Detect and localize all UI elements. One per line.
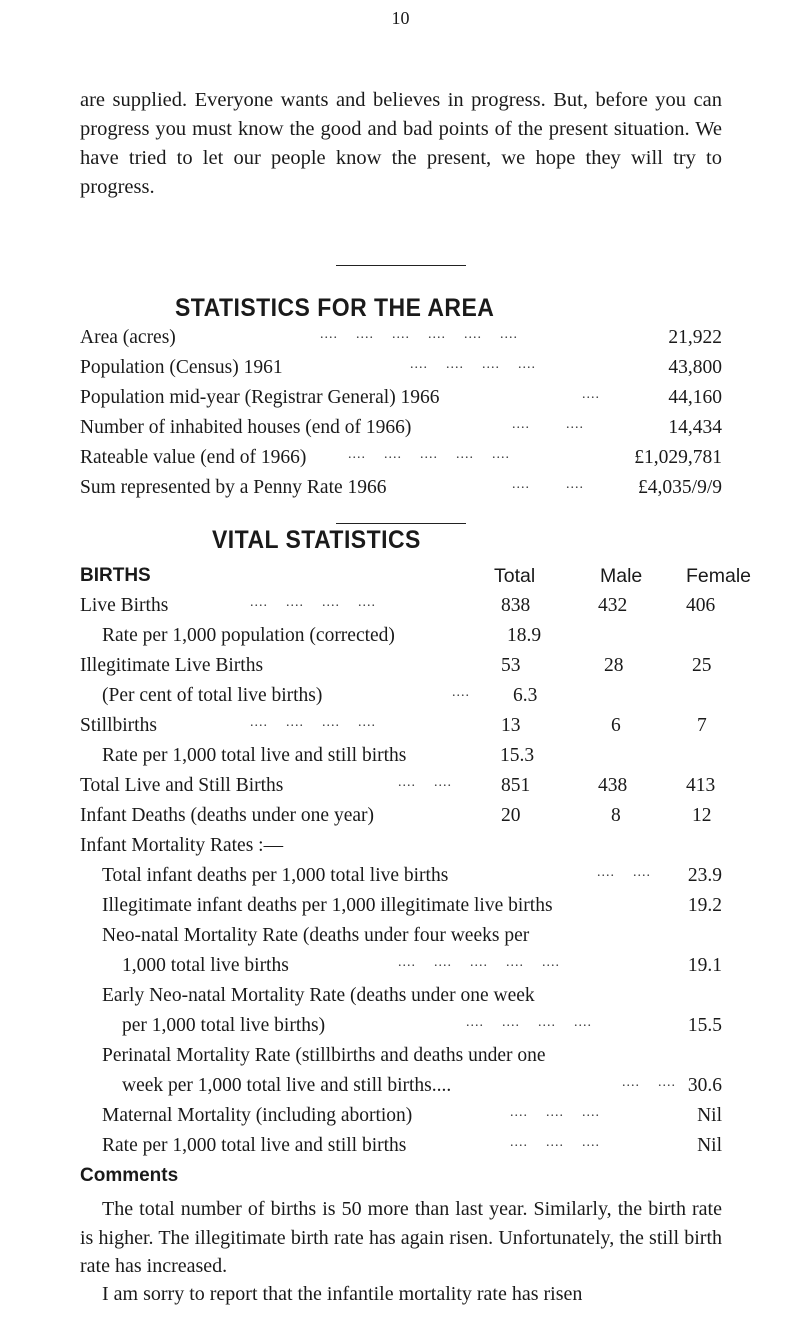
table-row bbox=[80, 805, 722, 835]
table-row bbox=[80, 625, 722, 655]
row-label: Total Live and Still Births bbox=[80, 775, 284, 796]
leader-dots: .... .... .... .... bbox=[466, 1015, 592, 1030]
leader-dots: .... .... bbox=[597, 865, 651, 880]
mortality-value: 23.9 bbox=[687, 865, 722, 886]
cell-female: 7 bbox=[697, 715, 707, 736]
mortality-item bbox=[80, 1105, 722, 1135]
mortality-label: Early Neo-natal Mortality Rate (deaths under one week bbox=[102, 985, 535, 1006]
table-row bbox=[80, 715, 722, 745]
table-row bbox=[80, 745, 722, 775]
leader-dots: .... .... bbox=[398, 775, 452, 790]
area-row-label: Number of inhabited houses (end of 1966) bbox=[80, 417, 412, 438]
cell-male: 28 bbox=[604, 655, 624, 676]
mortality-item-cont bbox=[80, 1015, 722, 1045]
divider-1 bbox=[336, 265, 466, 266]
mortality-value: Nil bbox=[697, 1105, 722, 1126]
mortality-value: 30.6 bbox=[687, 1075, 722, 1096]
mortality-item bbox=[80, 1045, 722, 1075]
intro-paragraph: are supplied. Everyone wants and believes in progress. But, before you can progress you must know the good and bad points of the present situation. We have tried to let our people know the present, we hope they will try to progress. bbox=[80, 89, 722, 198]
area-row-label: Area (acres) bbox=[80, 327, 176, 348]
area-row-label: Rateable value (end of 1966) bbox=[80, 447, 307, 468]
leader-dots: .... .... .... .... .... .... bbox=[320, 327, 518, 342]
mortality-item-cont bbox=[80, 955, 722, 985]
leader-dots: .... bbox=[452, 685, 470, 700]
area-row-value: £4,035/9/9 bbox=[638, 477, 722, 498]
table-row bbox=[80, 595, 722, 625]
mortality-label-cont: 1,000 total live births bbox=[122, 955, 289, 976]
cell-total: 851 bbox=[501, 775, 531, 796]
mortality-value: Nil bbox=[697, 1135, 722, 1156]
area-row-value: 43,800 bbox=[668, 357, 722, 378]
cell-male: 438 bbox=[598, 775, 628, 796]
vital-heading: VITAL STATISTICS bbox=[212, 526, 421, 554]
births-header-row bbox=[80, 565, 752, 595]
cell-total: 15.3 bbox=[500, 745, 535, 766]
cell-female: 406 bbox=[686, 595, 716, 616]
comments-paragraph-2: I am sorry to report that the infantile mortality rate has risen bbox=[102, 1283, 583, 1305]
mortality-label: Total infant deaths per 1,000 total live births bbox=[102, 865, 449, 886]
comments-heading-row bbox=[80, 1165, 722, 1195]
area-row bbox=[80, 357, 722, 387]
mortality-label: Illegitimate infant deaths per 1,000 illegitimate live births bbox=[102, 895, 553, 916]
mortality-item bbox=[80, 1135, 722, 1165]
row-label: Live Births bbox=[80, 595, 169, 616]
cell-total: 20 bbox=[501, 805, 521, 826]
area-row bbox=[80, 447, 722, 477]
table-row bbox=[80, 655, 722, 685]
mortality-value: 19.1 bbox=[687, 955, 722, 976]
mortality-label: Neo-natal Mortality Rate (deaths under four weeks per bbox=[102, 925, 530, 946]
col-total: Total bbox=[494, 565, 536, 587]
leader-dots: .... bbox=[582, 387, 600, 402]
area-row-value: 14,434 bbox=[668, 417, 722, 438]
comments-heading: Comments bbox=[80, 1165, 179, 1186]
mortality-label: Maternal Mortality (including abortion) bbox=[102, 1105, 413, 1126]
area-row bbox=[80, 417, 722, 447]
row-label: Infant Deaths (deaths under one year) bbox=[80, 805, 374, 826]
leader-dots: .... .... .... .... .... bbox=[398, 955, 560, 970]
cell-female: 25 bbox=[692, 655, 712, 676]
mortality-value: 19.2 bbox=[687, 895, 722, 916]
cell-female: 413 bbox=[686, 775, 716, 796]
leader-dots: .... .... .... .... bbox=[410, 357, 536, 372]
leader-dots: .... .... bbox=[512, 417, 584, 432]
mortality-item bbox=[80, 865, 722, 895]
mortality-item bbox=[80, 985, 722, 1015]
mortality-value: 15.5 bbox=[687, 1015, 722, 1036]
cell-male: 432 bbox=[598, 595, 628, 616]
area-row bbox=[80, 477, 722, 507]
cell-male: 8 bbox=[611, 805, 621, 826]
leader-dots: .... .... .... .... bbox=[250, 715, 376, 730]
row-label: Rate per 1,000 population (corrected) bbox=[102, 625, 395, 646]
leader-dots: .... .... bbox=[512, 477, 584, 492]
area-row-label: Population mid-year (Registrar General) 1966 bbox=[80, 387, 440, 408]
area-row-label: Population (Census) 1961 bbox=[80, 357, 283, 378]
row-label: Illegitimate Live Births bbox=[80, 655, 264, 676]
row-label: Rate per 1,000 total live and still births bbox=[102, 745, 407, 766]
cell-total: 6.3 bbox=[513, 685, 538, 706]
row-label: (Per cent of total live births) bbox=[102, 685, 323, 706]
infant-mortality-title: Infant Mortality Rates :— bbox=[80, 835, 284, 856]
table-row bbox=[80, 775, 722, 805]
mortality-item bbox=[80, 925, 722, 955]
page-number: 10 bbox=[391, 8, 410, 28]
mortality-item-cont bbox=[80, 1075, 722, 1105]
cell-total: 53 bbox=[501, 655, 521, 676]
col-female: Female bbox=[686, 565, 752, 587]
births-heading: BIRTHS bbox=[80, 565, 151, 586]
area-row-label: Sum represented by a Penny Rate 1966 bbox=[80, 477, 387, 498]
area-row-value: 44,160 bbox=[668, 387, 722, 408]
comments-paragraph-1: The total number of births is 50 more than last year. Similarly, the birth rate is higher. The illegitimate birth rate has again risen. Unfortunately, the still birth rate has increased. bbox=[80, 1198, 722, 1277]
area-row bbox=[80, 327, 722, 357]
cell-total: 13 bbox=[501, 715, 521, 736]
infant-mortality-title-row bbox=[80, 835, 722, 865]
area-heading: STATISTICS FOR THE AREA bbox=[175, 294, 495, 322]
mortality-label-cont: week per 1,000 total live and still births.... bbox=[122, 1075, 452, 1096]
area-row-value: £1,029,781 bbox=[634, 447, 722, 468]
mortality-label: Perinatal Mortality Rate (stillbirths and deaths under one bbox=[102, 1045, 546, 1066]
leader-dots: .... .... bbox=[622, 1075, 676, 1090]
cell-total: 838 bbox=[501, 595, 531, 616]
divider-2 bbox=[336, 523, 466, 524]
table-row bbox=[80, 685, 722, 715]
area-row-value: 21,922 bbox=[668, 327, 722, 348]
cell-female: 12 bbox=[692, 805, 712, 826]
leader-dots: .... .... .... .... .... bbox=[348, 447, 510, 462]
mortality-label-cont: per 1,000 total live births) bbox=[122, 1015, 326, 1036]
mortality-label: Rate per 1,000 total live and still births bbox=[102, 1135, 407, 1156]
mortality-item bbox=[80, 895, 722, 925]
row-label: Stillbirths bbox=[80, 715, 157, 736]
cell-total: 18.9 bbox=[507, 625, 542, 646]
cell-male: 6 bbox=[611, 715, 621, 736]
leader-dots: .... .... .... bbox=[510, 1135, 600, 1150]
leader-dots: .... .... .... .... bbox=[250, 595, 376, 610]
leader-dots: .... .... .... bbox=[510, 1105, 600, 1120]
area-row bbox=[80, 387, 722, 417]
col-male: Male bbox=[600, 565, 643, 587]
